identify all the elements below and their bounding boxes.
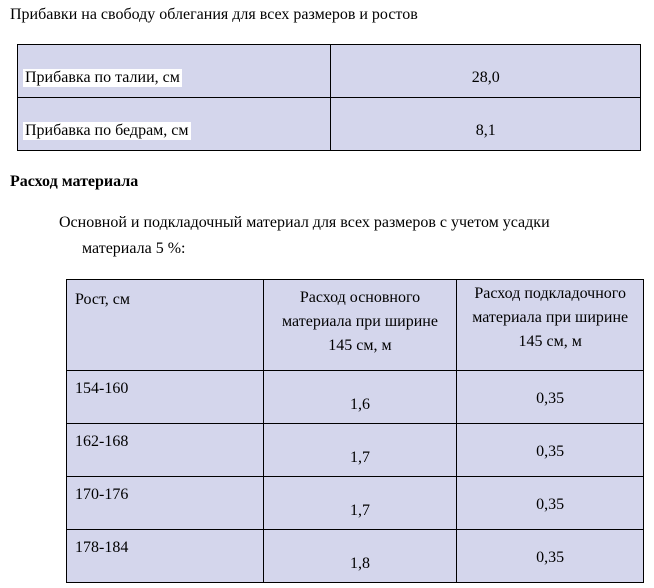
table-row	[18, 98, 641, 151]
main-consumption: 1,6	[349, 396, 370, 413]
allowance-label: Прибавка по бедрам, см	[25, 122, 189, 139]
height-range: 154-160	[75, 380, 129, 397]
table-cell	[18, 45, 331, 98]
allowances-table	[17, 44, 641, 151]
table-header-row	[67, 280, 644, 371]
table-header-cell	[67, 280, 264, 371]
table-header-cell	[457, 280, 644, 371]
main-consumption: 1,8	[349, 555, 370, 572]
header-lining-material	[457, 282, 643, 354]
table-cell	[263, 371, 457, 424]
material-intro-line1: Основной и подкладочный материал для всех размеров с учетом усадки	[59, 214, 550, 231]
table-cell	[263, 477, 457, 530]
table-cell	[67, 424, 264, 477]
table-row	[67, 371, 644, 424]
header-line: материала при ширине	[472, 309, 629, 326]
lining-consumption: 0,35	[536, 443, 565, 460]
table-row	[67, 477, 644, 530]
header-line: материала при ширине	[282, 313, 438, 330]
header-line: 145 см, м	[328, 337, 392, 354]
table-cell	[331, 45, 641, 98]
main-consumption: 1,7	[349, 449, 370, 466]
height-range: 170-176	[75, 486, 129, 503]
table-cell	[457, 371, 644, 424]
table-cell	[263, 530, 457, 583]
lining-consumption: 0,35	[536, 549, 565, 566]
table-cell	[457, 477, 644, 530]
main-consumption: 1,7	[349, 502, 370, 519]
table-cell	[331, 98, 641, 151]
table-header-cell	[263, 280, 457, 371]
material-table	[66, 279, 644, 583]
table-cell	[67, 530, 264, 583]
material-intro-line2: материала 5 %:	[82, 240, 186, 257]
table-cell	[18, 98, 331, 151]
table-cell	[457, 424, 644, 477]
table-row	[67, 424, 644, 477]
table-row	[18, 45, 641, 98]
table-cell	[457, 530, 644, 583]
header-line: 145 см, м	[518, 333, 582, 350]
material-heading: Расход материала	[10, 173, 139, 190]
height-range: 162-168	[75, 433, 129, 450]
allowance-label: Прибавка по талии, см	[25, 69, 180, 86]
height-range: 178-184	[75, 539, 129, 556]
allowance-value: 28,0	[471, 69, 500, 86]
allowance-value: 8,1	[475, 122, 496, 139]
header-height: Рост, см	[75, 291, 131, 308]
table-cell	[263, 424, 457, 477]
table-cell	[67, 371, 264, 424]
header-line: Расход подкладочного	[474, 285, 626, 302]
header-line: Расход основного	[299, 289, 421, 306]
lining-consumption: 0,35	[536, 496, 565, 513]
allowances-heading: Прибавки на свободу облегания для всех размеров и ростов	[10, 6, 418, 23]
header-main-material	[264, 286, 457, 358]
table-cell	[67, 477, 264, 530]
table-row	[67, 530, 644, 583]
lining-consumption: 0,35	[536, 390, 565, 407]
